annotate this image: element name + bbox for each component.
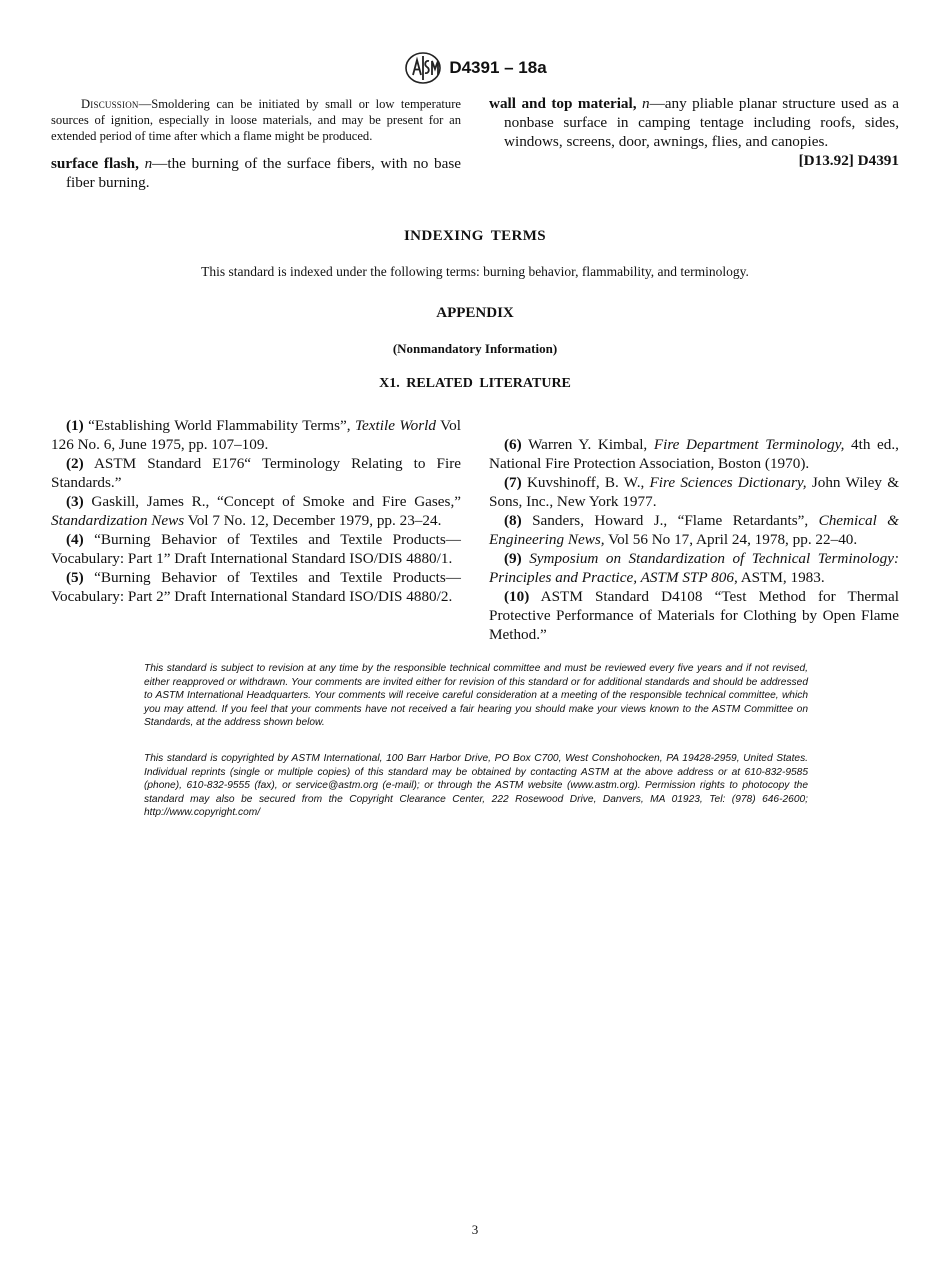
surface-flash-pos: n xyxy=(144,155,153,172)
surface-flash-def: —the burning of the surface fibers, with no base fiber burning. xyxy=(66,155,461,191)
reference-item: (2) ASTM Standard E176“ Terminology Relating to Fire Standards.” xyxy=(51,455,461,491)
reference-item: (5) “Burning Behavior of Textiles and Textile Products—Vocabulary: Part 2” Draft International Standard ISO/DIS 4880/2. xyxy=(51,569,461,605)
right-column-definitions xyxy=(489,94,899,170)
appendix-subheading: (Nonmandatory Information) xyxy=(392,341,558,356)
section-heading: X1. RELATED LITERATURE xyxy=(379,376,571,391)
wall-material-term: wall and top material, xyxy=(489,95,637,112)
wall-material-pos: n xyxy=(641,95,650,112)
discussion-note xyxy=(51,96,461,144)
reference-item: (4) “Burning Behavior of Textiles and Textile Products—Vocabulary: Part 1” Draft International Standard ISO/DIS 4880/1. xyxy=(51,531,461,567)
copyright-notice: This standard is copyrighted by ASTM International, 100 Barr Harbor Drive, PO Box C700, West Conshohocken, PA 19428-2959, United States. Individual reprints (single or multiple copies) of this standard may be obtained by contacting ASTM at the above address or at 610-832-9585 (phone), 610-832-9555 (fax), or service@astm.org (e-mail); or through the ASTM website (www.astm.org). Permission rights to photocopy the standard may also be secured from the Copyright Clearance Center, 222 Rosewood Drive, Danvers, MA 01923, Tel: (978) 646-2600; http://www.copyright.com/ xyxy=(144,753,808,819)
references-right xyxy=(489,435,899,644)
surface-flash-definition xyxy=(51,154,461,192)
reference-item: (3) Gaskill, James R., “Concept of Smoke and Fire Gases,” Standardization News Vol 7 No. 12, December 1979, pp. 23–24. xyxy=(51,493,461,529)
references-left xyxy=(51,416,461,606)
indexing-text: This standard is indexed under the following terms: burning behavior, flammability, and terminology. xyxy=(201,264,749,279)
discussion-text: —Smoldering can be initiated by small or low temperature sources of ignition, especially in loose materials, and may be present for an extended period of time after which a flame might be produced. xyxy=(51,97,461,143)
reference-item: (8) Sanders, Howard J., “Flame Retardants”, Chemical & Engineering News, Vol 56 No 17, April 24, 1978, pp. 22–40. xyxy=(489,512,899,548)
standard-designation: D4391 – 18a xyxy=(449,58,547,77)
indexing-heading: INDEXING TERMS xyxy=(403,228,547,244)
astm-logo-icon xyxy=(403,51,443,85)
left-column-definitions xyxy=(51,96,461,192)
committee-tag: [D13.92] D4391 xyxy=(798,152,899,169)
reference-item: (7) Kuvshinoff, B. W., Fire Sciences Dictionary, John Wiley & Sons, Inc., New York 1977. xyxy=(489,474,900,510)
reference-item: (1) “Establishing World Flammability Terms”, Textile World Vol 126 No. 6, June 1975, pp. 107–109. xyxy=(51,417,461,453)
reference-item: (10) ASTM Standard D4108 “Test Method for Thermal Protective Performance of Materials for Clothing by Open Flame Method.” xyxy=(489,588,899,643)
document-header xyxy=(0,50,950,86)
discussion-label: Discussion xyxy=(81,97,139,111)
wall-material-definition xyxy=(489,94,899,151)
page-number: 3 xyxy=(471,1222,479,1237)
reference-item: (9) Symposium on Standardization of Technical Terminology: Principles and Practice, ASTM STP 806, ASTM, 1983. xyxy=(489,550,899,586)
reference-item: (6) Warren Y. Kimbal, Fire Department Terminology, 4th ed., National Fire Protection Association, Boston (1970). xyxy=(489,436,899,472)
surface-flash-term: surface flash, xyxy=(51,155,139,172)
revision-notice: This standard is subject to revision at any time by the responsible technical committee and must be reviewed every five years and if not revised, either reapproved or withdrawn. Your comments are invited either for revision of this standard or for additional standards and should be addressed to ASTM International Headquarters. Your comments will receive careful consideration at a meeting of the responsible technical committee, which you may attend. If you feel that your comments have not received a fair hearing you should make your views known to the ASTM Committee on Standards, at the address shown below. xyxy=(144,663,808,729)
appendix-heading: APPENDIX xyxy=(436,305,514,321)
wall-material-def: —any pliable planar structure used as a nonbase surface in camping tentage including roofs, sides, windows, screens, door, awnings, flies, and canopies. xyxy=(504,95,899,150)
